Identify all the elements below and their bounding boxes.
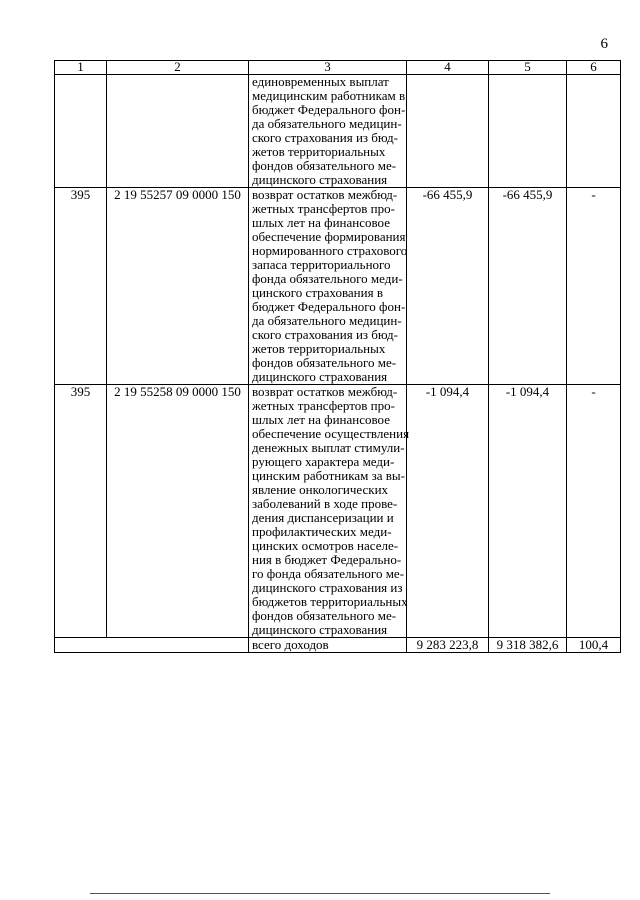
description-line: цинского страхования в (252, 285, 383, 300)
header-col-4: 4 (407, 61, 489, 75)
description-line: жетных трансфертов про- (252, 398, 395, 413)
actual-amount-cell (489, 75, 567, 188)
plan-amount-cell (407, 75, 489, 188)
description-line: шлых лет на финансовое (252, 215, 390, 230)
description-line: дицинского страхования (252, 622, 388, 637)
description-line: дения диспансеризации и (252, 510, 394, 525)
description-line: фонда обязательного меди- (252, 271, 403, 286)
description-line: заболеваний в ходе прове- (252, 496, 398, 511)
description-line: цинским работникам за вы- (252, 468, 405, 483)
description-line: явление онкологических (252, 482, 389, 497)
description-line: рующего характера меди- (252, 454, 395, 469)
total-percent-cell: 100,4 (567, 638, 621, 653)
table-header-row (55, 61, 621, 75)
percent-cell: - (567, 385, 621, 638)
description-line: фондов обязательного ме- (252, 608, 397, 623)
total-plan-cell: 9 283 223,8 (407, 638, 489, 653)
description-line: фондов обязательного ме- (252, 355, 397, 370)
description-line: денежных выплат стимули- (252, 440, 405, 455)
admin-code-cell (55, 75, 107, 188)
total-row (55, 638, 621, 653)
header-col-6: 6 (567, 61, 621, 75)
description-line: го фонда обязательного ме- (252, 566, 405, 581)
description-line: профилактических меди- (252, 524, 392, 539)
table-row (55, 75, 621, 188)
description-line: жетных трансфертов про- (252, 201, 395, 216)
description-line: ского страхования из бюд- (252, 327, 398, 342)
description-line: бюджет Федерального фон- (252, 299, 406, 314)
admin-code-cell: 395 (55, 385, 107, 638)
description-line: нормированного страхового (252, 243, 408, 258)
total-label-cell: всего доходов (249, 638, 407, 653)
description-line: единовременных выплат (252, 74, 389, 89)
table-row (55, 385, 621, 638)
description-line: жетов территориальных (252, 341, 386, 356)
total-actual-cell: 9 318 382,6 (489, 638, 567, 653)
description-line: обеспечение формирования (252, 229, 406, 244)
header-col-3: 3 (249, 61, 407, 75)
description-line: дицинского страхования (252, 369, 388, 384)
description-line: да обязательного медицин- (252, 313, 402, 328)
description-line: шлых лет на финансовое (252, 412, 390, 427)
description-line: ния в бюджет Федерально- (252, 552, 402, 567)
description-line: бюджет Федерального фон- (252, 102, 406, 117)
description-cell (249, 384, 410, 638)
description-line: возврат остатков межбюд- (252, 187, 398, 202)
total-empty-cell (55, 638, 249, 653)
description-line: обеспечение осуществления (252, 426, 410, 441)
budget-code-cell (107, 75, 249, 188)
footer-rule (90, 893, 550, 894)
description-line: дицинского страхования из (252, 580, 403, 595)
header-col-5: 5 (489, 61, 567, 75)
description-line: дицинского страхования (252, 172, 388, 187)
header-col-2: 2 (107, 61, 249, 75)
description-line: бюджетов территориальных (252, 594, 408, 609)
description-line: да обязательного медицин- (252, 116, 402, 131)
description-line: запаса территориального (252, 257, 391, 272)
percent-cell (567, 75, 621, 188)
budget-code-cell: 2 19 55257 09 0000 150 (107, 188, 249, 385)
description-line: медицинским работникам в (252, 88, 406, 103)
actual-amount-cell: -1 094,4 (489, 385, 567, 638)
description-cell (249, 75, 407, 188)
description-line: возврат остатков межбюд- (252, 384, 398, 399)
header-col-1: 1 (55, 61, 107, 75)
description-cell (249, 188, 407, 385)
admin-code-cell: 395 (55, 188, 107, 385)
actual-amount-cell: -66 455,9 (489, 188, 567, 385)
plan-amount-cell: -1 094,4 (407, 385, 489, 638)
table-row (55, 188, 621, 385)
budget-code-cell: 2 19 55258 09 0000 150 (107, 385, 249, 638)
description-line: жетов территориальных (252, 144, 386, 159)
description-line: цинских осмотров населе- (252, 538, 399, 553)
plan-amount-cell: -66 455,9 (407, 188, 489, 385)
description-line: ского страхования из бюд- (252, 130, 398, 145)
revenue-table (54, 60, 621, 653)
page-number: 6 (600, 36, 608, 52)
percent-cell: - (567, 188, 621, 385)
description-line: фондов обязательного ме- (252, 158, 397, 173)
